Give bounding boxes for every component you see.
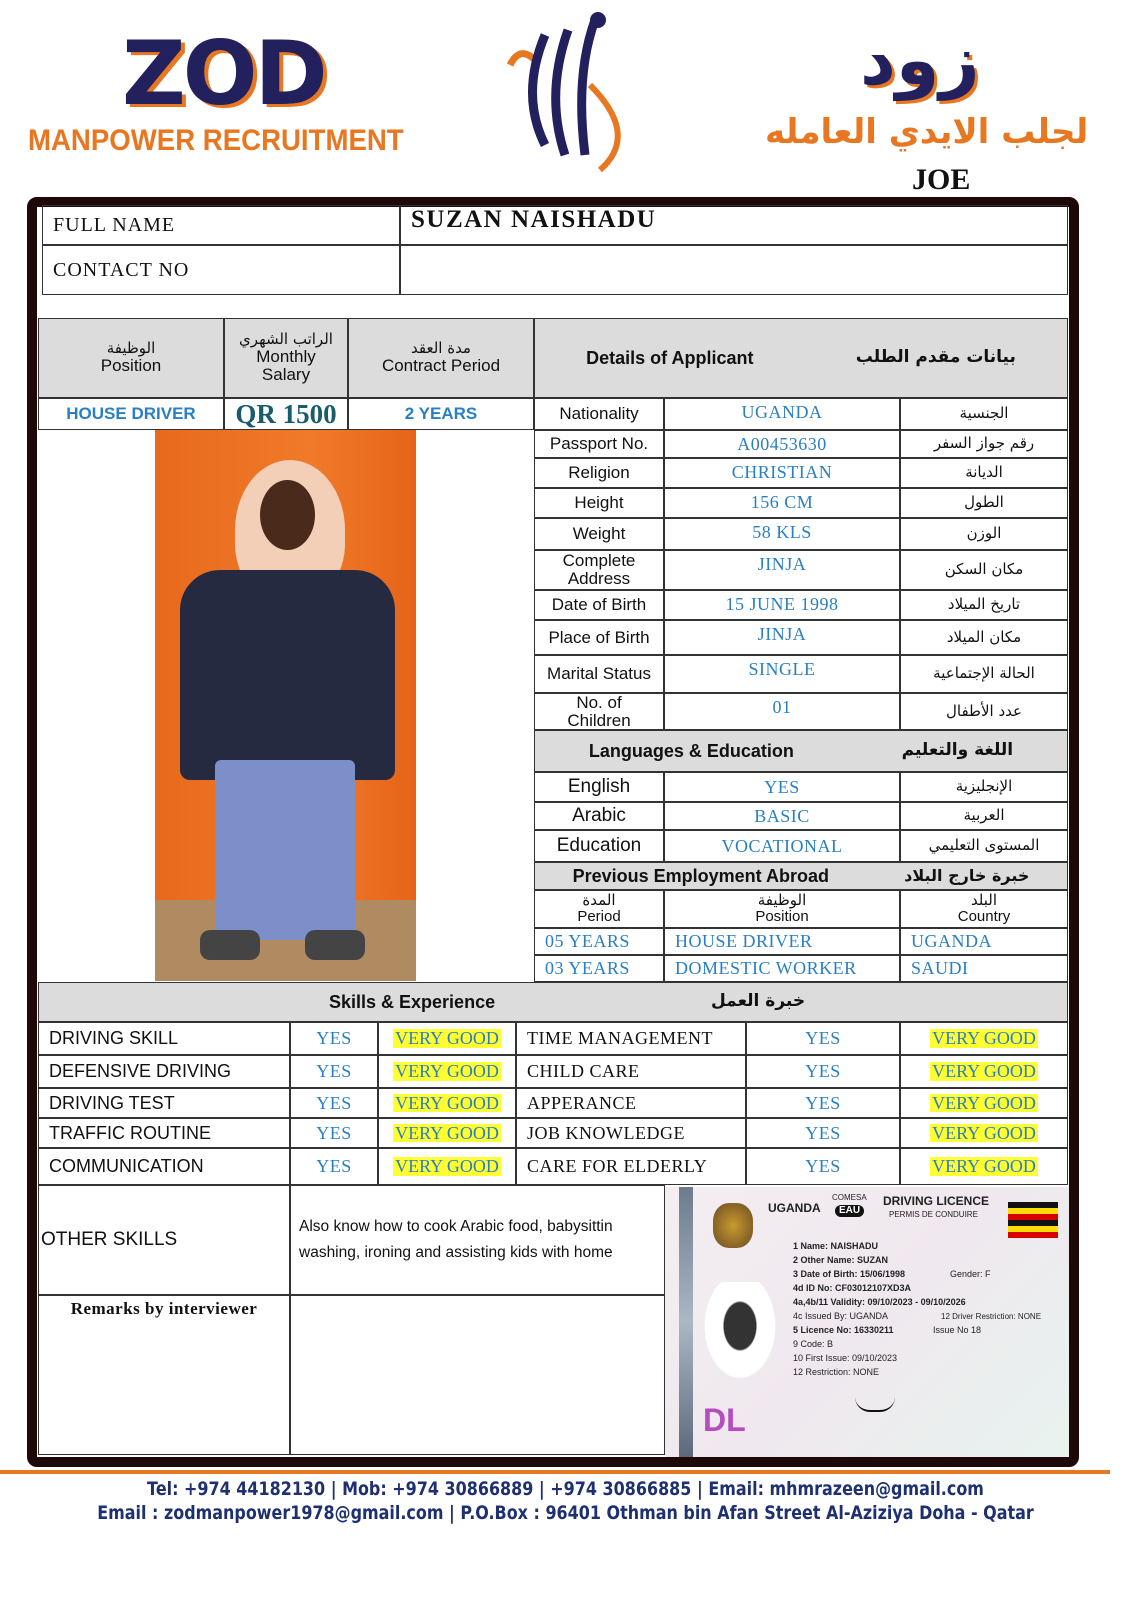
licence-title: DRIVING LICENCE: [883, 1194, 990, 1208]
detail-label: Complete Address: [534, 550, 664, 590]
logo-subtitle: MANPOWER RECRUITMENT: [28, 124, 404, 157]
licence-field: 5 Licence No: 16330211: [793, 1325, 894, 1335]
skill-name: APPERANCE: [516, 1088, 746, 1118]
licence-field: 4c Issued By: UGANDA: [793, 1311, 889, 1321]
detail-label: Place of Birth: [534, 620, 664, 655]
skill-rating: [378, 1088, 516, 1118]
detail-value: JINJA: [664, 550, 900, 590]
employment-col-en: Position: [755, 908, 809, 925]
detail-label: Weight: [534, 518, 664, 550]
detail-label-ar: الحالة الإجتماعية: [900, 655, 1068, 693]
arabic-subtitle: لجلب الايدي العامله: [765, 112, 1089, 152]
coat-of-arms-icon: [713, 1203, 753, 1248]
detail-label-ar: الجنسية: [900, 398, 1068, 430]
other-skills-text: [290, 1185, 665, 1295]
skill-rating-text: VERY GOOD: [395, 1028, 499, 1049]
full-name-value: SUZAN NAISHADU: [400, 205, 1068, 245]
detail-label-ar: مكان الميلاد: [900, 620, 1068, 655]
detail-value: 58 KLS: [664, 518, 900, 550]
other-skills-line: washing, ironing and assisting kids with home: [299, 1244, 613, 1261]
language-value: VOCATIONAL: [664, 830, 900, 862]
skill-name: CHILD CARE: [516, 1055, 746, 1088]
detail-label-ar: الوزن: [900, 518, 1068, 550]
skill-name: TIME MANAGEMENT: [516, 1022, 746, 1055]
skill-rating-text: VERY GOOD: [395, 1122, 499, 1143]
language-label-ar: الإنجليزية: [900, 772, 1068, 802]
detail-label: Nationality: [534, 398, 664, 430]
skill-rating-text: VERY GOOD: [932, 1061, 1036, 1082]
language-label: Arabic: [534, 802, 664, 830]
skill-has: YES: [746, 1148, 900, 1185]
remarks-value: [290, 1295, 665, 1455]
detail-label-ar: مكان السكن: [900, 550, 1068, 590]
employment-col-en: Country: [957, 908, 1011, 925]
detail-label-ar: تاريخ الميلاد: [900, 590, 1068, 620]
skill-rating-text: VERY GOOD: [395, 1156, 499, 1177]
applicant-code: JOE: [912, 163, 971, 196]
skill-rating: [900, 1088, 1068, 1118]
skill-rating-text: VERY GOOD: [932, 1092, 1036, 1113]
skill-rating: [378, 1118, 516, 1148]
language-label-ar: العربية: [900, 802, 1068, 830]
contract-value: 2 YEARS: [348, 398, 534, 430]
employment-position: HOUSE DRIVER: [664, 928, 900, 955]
employment-period: 05 YEARS: [534, 928, 664, 955]
licence-photo: [695, 1282, 785, 1392]
skill-has: YES: [290, 1118, 378, 1148]
logo-figure-icon: [500, 5, 635, 175]
driving-licence-image: [665, 1187, 1069, 1457]
position-header-ar: الوظيفة: [106, 339, 156, 358]
position-header-en: Position: [100, 355, 162, 375]
languages-title: Languages & Education: [588, 740, 794, 761]
licence-field: 4d ID No: CF03012107XD3A: [793, 1283, 912, 1293]
skill-name: DRIVING TEST: [38, 1088, 290, 1118]
salary-value: QR 1500: [224, 398, 348, 430]
skill-has: YES: [746, 1088, 900, 1118]
arabic-logo: زود: [860, 19, 980, 101]
employment-col-ar: البلد: [970, 891, 998, 910]
details-title-ar: بيانات مقدم الطلب: [855, 347, 1016, 368]
position-header: [38, 318, 224, 398]
detail-value: 156 CM: [664, 488, 900, 518]
skill-name: TRAFFIC ROUTINE: [38, 1118, 290, 1148]
detail-label-ar: رقم جواز السفر: [900, 430, 1068, 458]
skill-rating: [378, 1148, 516, 1185]
contract-header: [348, 318, 534, 398]
detail-label-ar: عدد الأطفال: [900, 693, 1068, 730]
skill-rating: [900, 1118, 1068, 1148]
detail-value: CHRISTIAN: [664, 458, 900, 488]
skill-rating-text: VERY GOOD: [932, 1122, 1036, 1143]
logo-text: ZOD: [122, 22, 325, 125]
skill-rating: [900, 1055, 1068, 1088]
skill-has: YES: [746, 1118, 900, 1148]
employment-col-ar: الوظيفة: [757, 891, 807, 910]
employment-position: DOMESTIC WORKER: [664, 955, 900, 982]
uganda-flag-icon: [1008, 1202, 1058, 1238]
employment-col-header: [664, 890, 900, 928]
licence-field: 9 Code: B: [793, 1339, 834, 1349]
detail-label-ar: الديانة: [900, 458, 1068, 488]
licence-country: UGANDA: [768, 1201, 821, 1215]
licence-driver-restriction: 12 Driver Restriction: NONE: [941, 1312, 1042, 1321]
skill-has: YES: [290, 1022, 378, 1055]
employment-col-en: Period: [577, 908, 621, 925]
detail-value: 15 JUNE 1998: [664, 590, 900, 620]
language-label: English: [534, 772, 664, 802]
detail-label: Marital Status: [534, 655, 664, 693]
skill-name: DEFENSIVE DRIVING: [38, 1055, 290, 1088]
applicant-photo: [155, 430, 416, 981]
footer-divider: [0, 1470, 1110, 1474]
language-label-ar: المستوى التعليمي: [900, 830, 1068, 862]
detail-label: Height: [534, 488, 664, 518]
detail-label: Religion: [534, 458, 664, 488]
detail-label-ar: الطول: [900, 488, 1068, 518]
position-value: HOUSE DRIVER: [38, 398, 224, 430]
licence-comesa: COMESA: [832, 1193, 867, 1202]
skill-rating-text: VERY GOOD: [395, 1061, 499, 1082]
other-skills-label: OTHER SKILLS: [38, 1185, 290, 1295]
skills-title-ar: خبرة العمل: [711, 991, 806, 1012]
employment-header: [534, 862, 1068, 890]
detail-label: Passport No.: [534, 430, 664, 458]
employment-period: 03 YEARS: [534, 955, 664, 982]
footer-contact-line: Tel: +974 44182130 | Mob: +974 30866889 | +974 30866885 | Email: mhmrazeen@gmail.com: [147, 1478, 984, 1500]
licence-dl-mark: DL: [703, 1402, 746, 1438]
contract-header-en: Contract Period: [381, 355, 501, 375]
skill-rating: [900, 1022, 1068, 1055]
footer-address-line: Email : zodmanpower1978@gmail.com | P.O.Box : 96401 Othman bin Afan Street Al-Aziziya Doha - Qatar: [97, 1502, 1034, 1524]
detail-label: No. of Children: [534, 693, 664, 730]
salary-header-ar: الراتب الشهري: [239, 330, 333, 349]
skill-rating: [378, 1055, 516, 1088]
contact-value: [400, 245, 1068, 295]
skill-name: JOB KNOWLEDGE: [516, 1118, 746, 1148]
skill-has: YES: [290, 1148, 378, 1185]
licence-gender: Gender: F: [950, 1269, 991, 1279]
skill-has: YES: [746, 1022, 900, 1055]
employment-col-ar: المدة: [582, 891, 616, 910]
skill-has: YES: [746, 1055, 900, 1088]
employment-title-ar: خبرة خارج البلاد: [904, 865, 1030, 885]
skill-rating-text: VERY GOOD: [932, 1028, 1036, 1049]
detail-label: Date of Birth: [534, 590, 664, 620]
employment-col-header: [534, 890, 664, 928]
skill-name: DRIVING SKILL: [38, 1022, 290, 1055]
contact-label: CONTACT NO: [42, 245, 400, 295]
employment-col-header: [900, 890, 1068, 928]
languages-title-ar: اللغة والتعليم: [901, 740, 1014, 761]
skill-has: YES: [290, 1088, 378, 1118]
skill-rating-text: VERY GOOD: [395, 1092, 499, 1113]
licence-field: 3 Date of Birth: 15/06/1998: [793, 1269, 906, 1279]
licence-field: 12 Restriction: NONE: [793, 1367, 880, 1377]
licence-field: 1 Name: NAISHADU: [793, 1241, 879, 1251]
languages-header: [534, 730, 1068, 772]
signature-icon: [855, 1397, 895, 1412]
skill-rating-text: VERY GOOD: [932, 1156, 1036, 1177]
detail-value: SINGLE: [664, 655, 900, 693]
detail-value: A00453630: [664, 430, 900, 458]
skills-header: [38, 982, 1068, 1022]
skill-has: YES: [290, 1055, 378, 1088]
remarks-label: Remarks by interviewer: [38, 1295, 290, 1455]
language-value: BASIC: [664, 802, 900, 830]
salary-header-en: Monthly Salary: [256, 347, 316, 384]
licence-eau: EAU: [835, 1205, 864, 1217]
skill-rating: [900, 1148, 1068, 1185]
licence-field: 10 First Issue: 09/10/2023: [793, 1353, 898, 1363]
skill-name: CARE FOR ELDERLY: [516, 1148, 746, 1185]
details-header: [534, 318, 1068, 398]
detail-value: UGANDA: [664, 398, 900, 430]
skills-title: Skills & Experience: [329, 991, 496, 1012]
contract-header-ar: مدة العقد: [411, 339, 471, 358]
employment-country: UGANDA: [900, 928, 1068, 955]
skill-rating: [378, 1022, 516, 1055]
full-name-label: FULL NAME: [42, 205, 400, 245]
licence-field: 4a,4b/11 Validity: 09/10/2023 - 09/10/2026: [793, 1297, 966, 1307]
licence-issue-no: Issue No 18: [933, 1325, 982, 1335]
employment-title: Previous Employment Abroad: [572, 865, 829, 886]
detail-value: JINJA: [664, 620, 900, 655]
skill-name: COMMUNICATION: [38, 1148, 290, 1185]
licence-field: 2 Other Name: SUZAN: [793, 1255, 889, 1265]
language-value: YES: [664, 772, 900, 802]
licence-title-fr: PERMIS DE CONDUIRE: [889, 1210, 978, 1219]
language-label: Education: [534, 830, 664, 862]
salary-header: [224, 318, 348, 398]
employment-country: SAUDI: [900, 955, 1068, 982]
other-skills-line: Also know how to cook Arabic food, babysittin: [299, 1218, 613, 1235]
details-title: Details of Applicant: [586, 347, 754, 368]
detail-value: 01: [664, 693, 900, 730]
